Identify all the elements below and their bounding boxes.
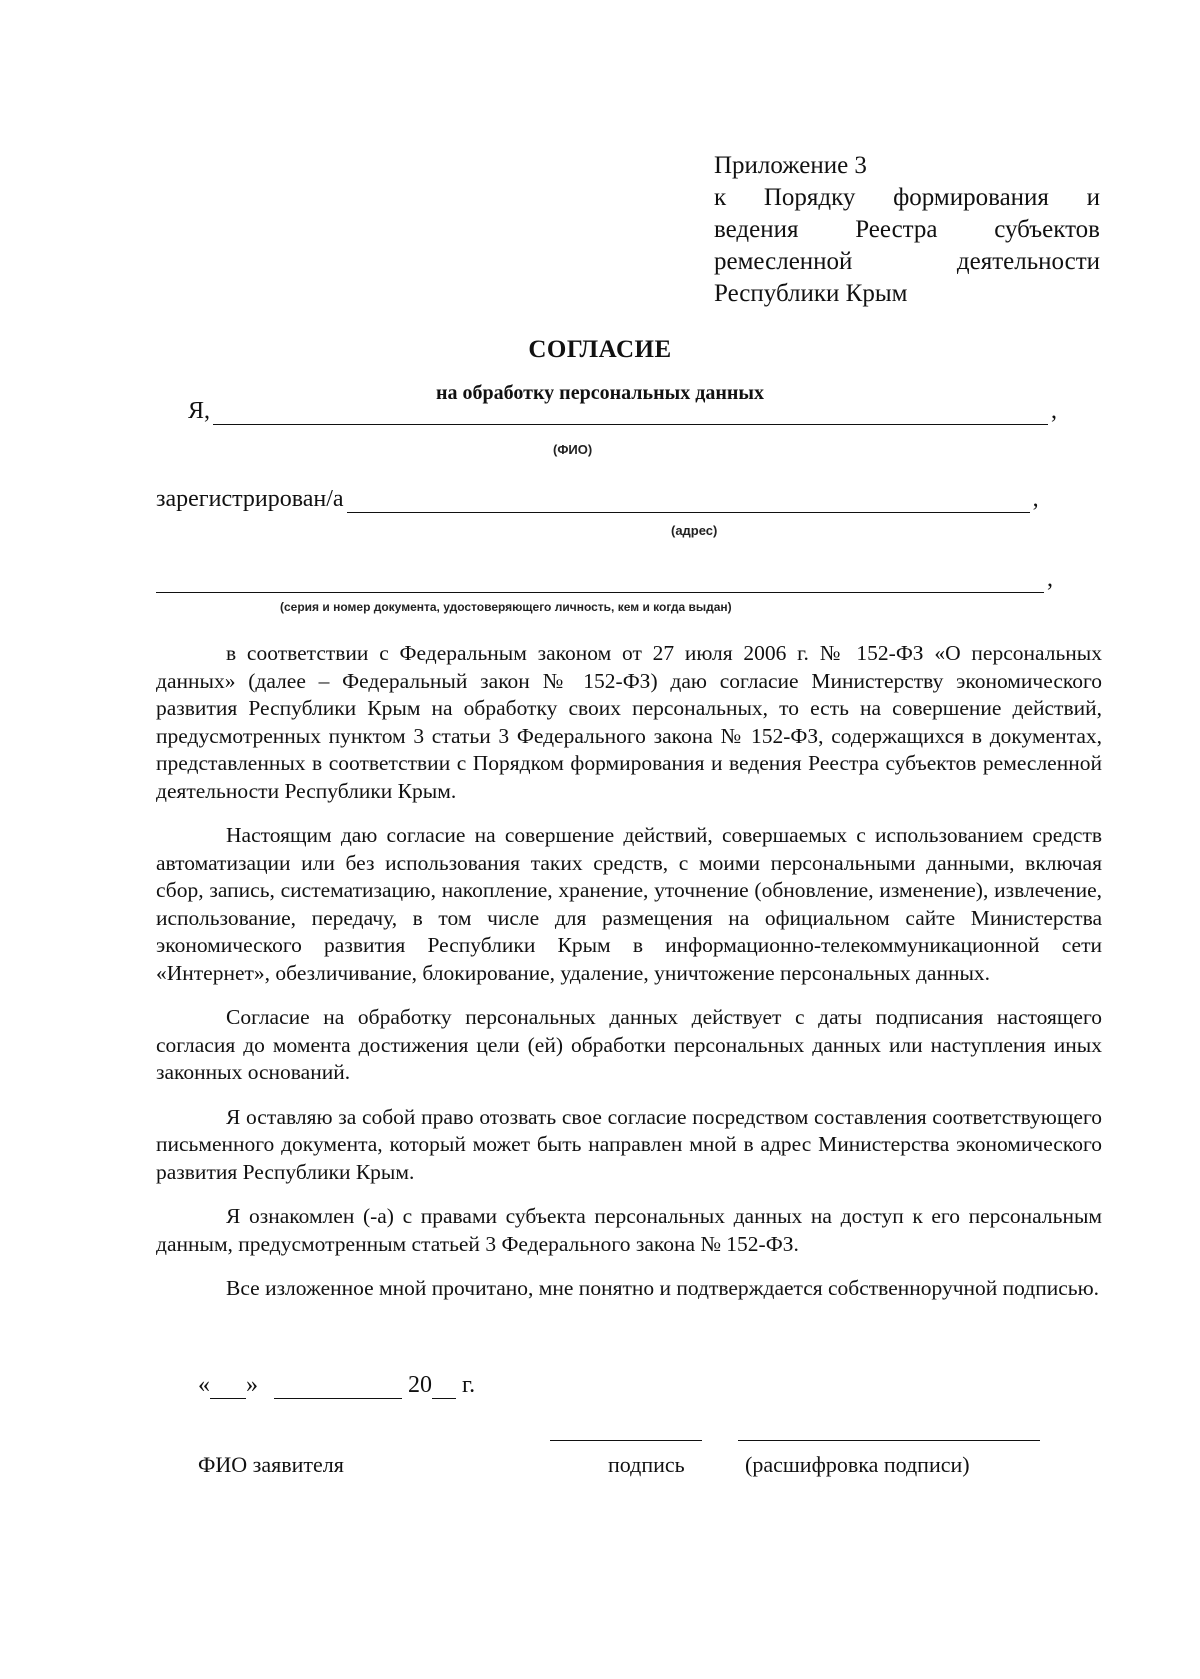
name-field-row (188, 398, 1057, 425)
document-field[interactable] (156, 568, 1044, 593)
year-suffix: г. (462, 1372, 476, 1398)
paragraph-2: Настоящим даю согласие на совершение действий, совершаемых с использованием средств автоматизации или без использования таких средств, с моими персональными данными, включая сбор, запись, систематизацию, накопление, хранение, уточнение (обновление, изменение), извлечение, использование, передачу, в том числе для размещения на официальном сайте Министерства экономического развития Республики Крым в информационно-телекоммуникационной сети «Интернет», обезличивание, блокирование, удаление, уничтожение персональных данных. (156, 823, 1102, 985)
appendix-line-4: ремесленной деятельности (714, 248, 1100, 275)
address-field-row (156, 486, 1039, 513)
signature-decoding-label: (расшифровка подписи) (745, 1452, 970, 1477)
paragraph-1: в соответствии с Федеральным законом от 27 июля 2006 г. № 152-ФЗ «О персональных данных» (далее – Федеральный закон № 152-ФЗ) даю согласие Министерству экономического развития Республики Крым на обработку своих персональных, то есть на совершение действий, предусмотренных пунктом 3 статьи 3 Федерального закона № 152-ФЗ, содержащихся в документах, представленных в соответствии с Порядком формирования и ведения Реестра субъектов ремесленной деятельности Республики Крым. (156, 641, 1102, 803)
applicant-name-label: ФИО заявителя (198, 1452, 344, 1477)
name-prefix: Я, (188, 398, 211, 424)
document-field-row (156, 566, 1053, 593)
signature-decoding-field[interactable] (738, 1440, 1040, 1441)
document-subtitle: на обработку персональных данных (436, 382, 764, 404)
address-caption: (адрес) (671, 523, 718, 538)
year-prefix: 20 (408, 1372, 432, 1398)
appendix-line-1: Приложение 3 (714, 152, 867, 179)
appendix-line-5: Республики Крым (714, 280, 908, 307)
month-field[interactable] (274, 1376, 402, 1399)
document-comma: , (1047, 566, 1053, 592)
name-comma: , (1051, 398, 1058, 424)
paragraph-6: Все изложенное мной прочитано, мне понятно и подтверждается собственноручной подписью. (226, 1276, 1100, 1300)
address-comma: , (1032, 486, 1039, 512)
address-prefix: зарегистрирован/а (156, 486, 344, 512)
appendix-line-2: к Порядку формирования и (714, 184, 1100, 211)
name-caption: (ФИО) (553, 442, 593, 457)
year-field[interactable] (432, 1376, 456, 1399)
appendix-header (714, 150, 1100, 310)
day-field[interactable] (210, 1376, 246, 1399)
document-title: СОГЛАСИЕ (528, 336, 672, 363)
signature-label: подпись (608, 1452, 685, 1477)
signature-field[interactable] (550, 1440, 702, 1441)
date-close-quote: » (246, 1372, 258, 1398)
consent-body (156, 640, 1102, 1320)
appendix-line-3: ведения Реестра субъектов (714, 216, 1100, 243)
paragraph-3: Согласие на обработку персональных данных действует с даты подписания настоящего согласия до момента достижения цели (ей) обработки персональных данных или наступления иных законных оснований. (156, 1005, 1102, 1084)
paragraph-5: Я ознакомлен (-а) с правами субъекта персональных данных на доступ к его персональным данным, предусмотренным статьей 3 Федерального закона № 152-ФЗ. (156, 1204, 1102, 1256)
document-caption: (серия и номер документа, удостоверяющего личность, кем и когда выдан) (280, 600, 732, 614)
date-open-quote: « (198, 1372, 210, 1398)
address-field[interactable] (347, 488, 1030, 513)
date-row (198, 1372, 475, 1399)
name-field[interactable] (213, 400, 1048, 425)
paragraph-4: Я оставляю за собой право отозвать свое согласие посредством составления соответствующего письменного документа, который может быть направлен мной в адрес Министерства экономического развития Республики Крым. (156, 1104, 1102, 1184)
